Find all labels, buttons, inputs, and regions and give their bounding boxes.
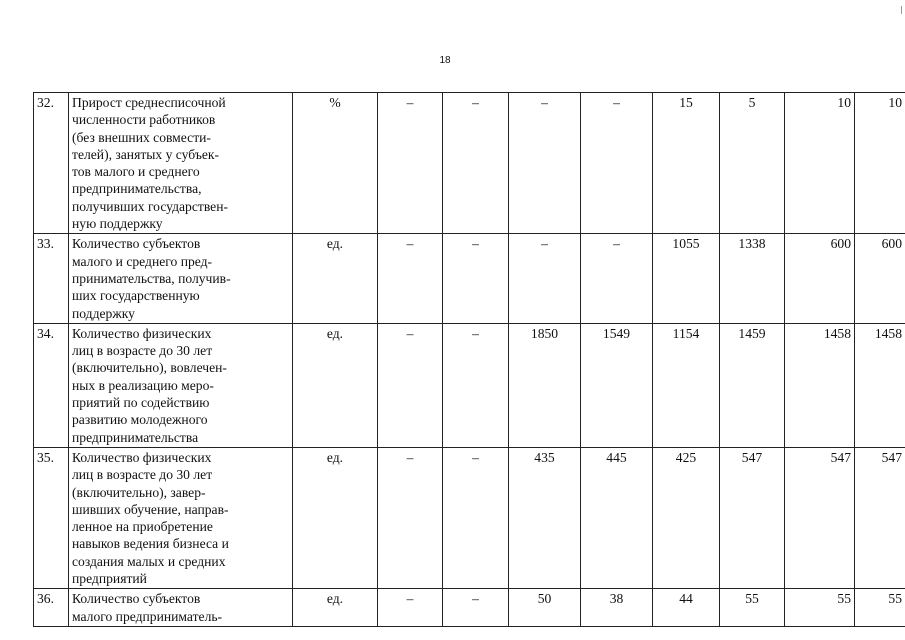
value-cell: – xyxy=(443,323,509,447)
value-cell: – xyxy=(509,234,581,323)
value-cell: – xyxy=(443,447,509,588)
value-cell: 600 xyxy=(785,234,855,323)
value-cell: 445 xyxy=(581,447,653,588)
value-cell: 1338 xyxy=(720,234,785,323)
value-cell: 44 xyxy=(653,589,720,627)
value-cell: – xyxy=(443,234,509,323)
unit-cell: ед. xyxy=(293,323,378,447)
row-number: 35. xyxy=(34,447,69,588)
value-cell: 1154 xyxy=(653,323,720,447)
value-cell: 50 xyxy=(509,589,581,627)
value-cell: – xyxy=(378,323,443,447)
value-cell: 1459 xyxy=(720,323,785,447)
unit-cell: ед. xyxy=(293,234,378,323)
table-row xyxy=(34,234,905,323)
table-row xyxy=(34,93,905,234)
indicator-name: Прирост среднесписочной численности работников (без внешних совмести- телей), занятых у субъек- тов малого и среднего предпринимательства, получивших государствен- ную поддержку xyxy=(69,93,293,234)
value-cell: – xyxy=(378,589,443,627)
indicator-name: Количество субъектов малого предприниматель- xyxy=(69,589,293,627)
indicator-name: Количество физических лиц в возрасте до 30 лет (включительно), завер- шивших обучение, направ- ленное на приобретение навыков ведения бизнеса и создания малых и средних предприятий xyxy=(69,447,293,588)
value-cell: 435 xyxy=(509,447,581,588)
value-cell: 547 xyxy=(720,447,785,588)
row-number: 32. xyxy=(34,93,69,234)
row-number: 33. xyxy=(34,234,69,323)
value-cell: 425 xyxy=(653,447,720,588)
value-cell: – xyxy=(581,234,653,323)
value-cell: – xyxy=(378,234,443,323)
value-cell: – xyxy=(509,93,581,234)
table-row xyxy=(34,589,905,627)
value-cell: 1549 xyxy=(581,323,653,447)
value-cell: 1055 xyxy=(653,234,720,323)
value-cell: – xyxy=(378,447,443,588)
unit-cell: % xyxy=(293,93,378,234)
value-cell: 547 xyxy=(785,447,855,588)
value-cell: – xyxy=(378,93,443,234)
value-cell: 1458 xyxy=(855,323,905,447)
margin-mark xyxy=(901,6,902,14)
unit-cell: ед. xyxy=(293,447,378,588)
value-cell: – xyxy=(581,93,653,234)
value-cell: 5 xyxy=(720,93,785,234)
row-number: 34. xyxy=(34,323,69,447)
value-cell: 10 xyxy=(785,93,855,234)
value-cell: 1458 xyxy=(785,323,855,447)
value-cell: 1850 xyxy=(509,323,581,447)
indicator-name: Количество субъектов малого и среднего пред- принимательства, получив- ших государственную поддержку xyxy=(69,234,293,323)
value-cell: 15 xyxy=(653,93,720,234)
value-cell: 38 xyxy=(581,589,653,627)
value-cell: 55 xyxy=(720,589,785,627)
value-cell: 10 xyxy=(855,93,905,234)
table-row xyxy=(34,447,905,588)
value-cell: – xyxy=(443,93,509,234)
indicators-table xyxy=(33,92,905,627)
value-cell: – xyxy=(443,589,509,627)
unit-cell: ед. xyxy=(293,589,378,627)
value-cell: 600 xyxy=(855,234,905,323)
table-row xyxy=(34,323,905,447)
page-number: 18 xyxy=(439,55,451,66)
row-number: 36. xyxy=(34,589,69,627)
value-cell: 55 xyxy=(855,589,905,627)
value-cell: 547 xyxy=(855,447,905,588)
indicator-name: Количество физических лиц в возрасте до 30 лет (включительно), вовлечен- ных в реализацию меро- приятий по содействию развитию молодежного предпринимательства xyxy=(69,323,293,447)
value-cell: 55 xyxy=(785,589,855,627)
